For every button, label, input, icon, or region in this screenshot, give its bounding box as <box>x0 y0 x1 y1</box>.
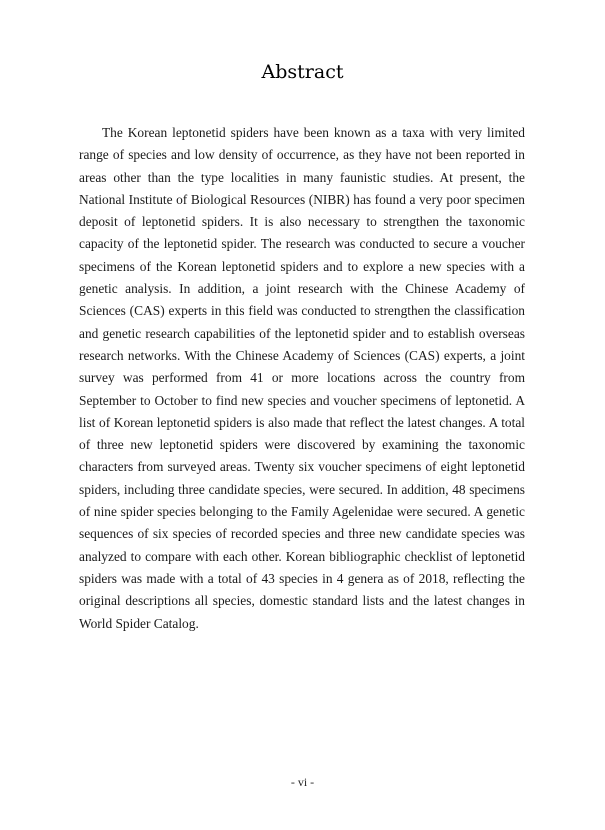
page-title: Abstract <box>261 61 344 83</box>
abstract-paragraph: The Korean leptonetid spiders have been known as a taxa with very limited range of species and low density of occurrence, as they have not been reported in areas other than the type localities in many faunistic studies. At present, the National Institute of Biological Resources (NIBR) has found a very poor specimen deposit of leptonetid spiders. It is also necessary to strengthen the taxonomic capacity of the leptonetid spider. The research was conducted to secure a voucher specimens of the Korean leptonetid spiders and to explore a new species with a genetic analysis. In addition, a joint research with the Chinese Academy of Sciences (CAS) experts in this field was conducted to strengthen the classification and genetic research capabilities of the leptonetid spider and to establish overseas research networks. With the Chinese Academy of Sciences (CAS) experts, a joint survey was performed from 41 or more locations across the country from September to October to find new species and voucher specimens of leptonetid. A list of Korean leptonetid spiders is also made that reflect the latest changes. A total of three new leptonetid spiders were discovered by examining the taxonomic characters from surveyed areas. Twenty six voucher specimens of eight leptonetid spiders, including three candidate species, were secured. In addition, 48 specimens of nine spider species belonging to the Family Agelenidae were secured. A genetic sequences of six species of recorded species and three new candidate species was analyzed to compare with each other. Korean bibliographic checklist of leptonetid spiders was made with a total of 43 species in 4 genera as of 2018, reflecting the original descriptions all species, domestic standard lists and the latest changes in World Spider Catalog. <box>79 125 525 631</box>
page-number: - vi - <box>290 775 315 789</box>
